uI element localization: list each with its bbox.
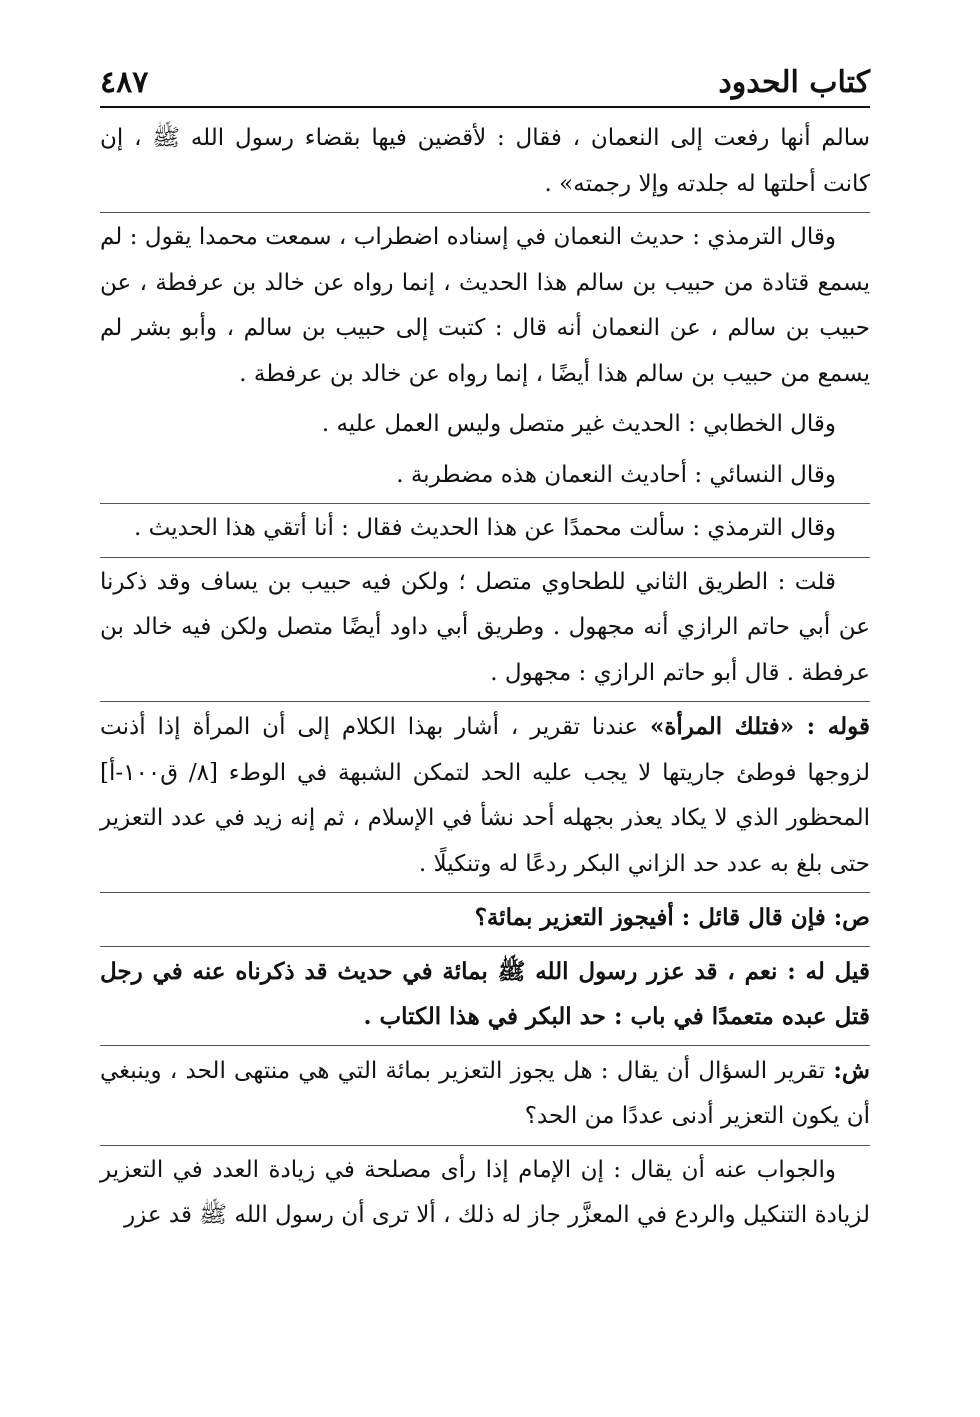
paragraph-tirmidhi-isnad: وقال الترمذي : حديث النعمان في إسناده اضطراب ، سمعت محمدا يقول : لم يسمع قتادة من حبيب بن سالم هذا الحديث ، إنما رواه عن خالد بن عرفطة ، عن حبيب بن سالم ، عن النعمان أنه قال : كتبت إلى حبيب بن سالم ، وأبو بشر لم يسمع من حبيب بن سالم هذا أيضًا ، إنما رواه عن خالد بن عرفطة .	[100, 212, 870, 397]
book-page	[100, 52, 870, 1244]
page-header	[100, 52, 870, 108]
page-body	[100, 116, 870, 1239]
paragraph-qawluhu: قوله : «فتلك المرأة» عندنا تقرير ، أشار بهذا الكلام إلى أن المرأة إذا أذنت لزوجها فوطئ جاريتها لا يجب عليه الحد لتمكن الشبهة في الوطء [٨/ ق١٠٠-أ] المحظور الذي لا يكاد يعذر بجهله أحد نشأ في الإسلام ، ثم إنه زيد في عدد التعزير حتى بلغ به عدد حد الزاني البكر ردعًا له وتنكيلًا .	[100, 701, 870, 887]
paragraph-tirmidhi-question: وقال الترمذي : سألت محمدًا عن هذا الحديث فقال : أنا أتقي هذا الحديث .	[100, 503, 870, 552]
paragraph-qultu: قلت : الطريق الثاني للطحاوي متصل ؛ ولكن فيه حبيب بن يساف وقد ذكرنا عن أبي حاتم الرازي أنه مجهول . وطريق أبي داود أيضًا متصل ولكن فيه خالد بن عرفطة . قال أبو حاتم الرازي : مجهول .	[100, 557, 870, 697]
paragraph-qila-lahu: قيل له : نعم ، قد عزر رسول الله ﷺ بمائة في حديث قد ذكرناه عنه في رجل قتل عبده متعمدًا في باب : حد البكر في هذا الكتاب .	[100, 946, 870, 1040]
running-title: كتاب الحدود	[718, 65, 870, 100]
paragraph-lead: ش:	[833, 1056, 870, 1084]
paragraph-nasai: وقال النسائي : أحاديث النعمان هذه مضطربة .	[396, 461, 836, 488]
paragraph-sad-question: ص: فإن قال قائل : أفيجوز التعزير بمائة؟	[100, 892, 870, 941]
paragraph-khattabi: وقال الخطابي : الحديث غير متصل وليس العمل عليه .	[321, 411, 836, 437]
page-number: ٤٨٧	[100, 65, 149, 100]
paragraph-shin: ش: تقرير السؤال أن يقال : هل يجوز التعزير بمائة التي هي منتهى الحد ، وينبغي أن يكون التعزير أدنى عددًا من الحد؟	[100, 1045, 870, 1140]
paragraph-answer: والجواب عنه أن يقال : إن الإمام إذا رأى مصلحة في زيادة العدد في التعزير لزيادة التنكيل والردع في المعزَّر جاز له ذلك ، ألا ترى أن رسول الله ﷺ قد عزر	[100, 1145, 870, 1239]
paragraph-continuation: سالم أنها رفعت إلى النعمان ، فقال : لأقضين فيها بقضاء رسول الله ﷺ ، إن كانت أحلتها له جلدته وإلا رجمته» .	[100, 125, 870, 197]
paragraph-lead: قوله : «فتلك المرأة»	[649, 713, 870, 740]
